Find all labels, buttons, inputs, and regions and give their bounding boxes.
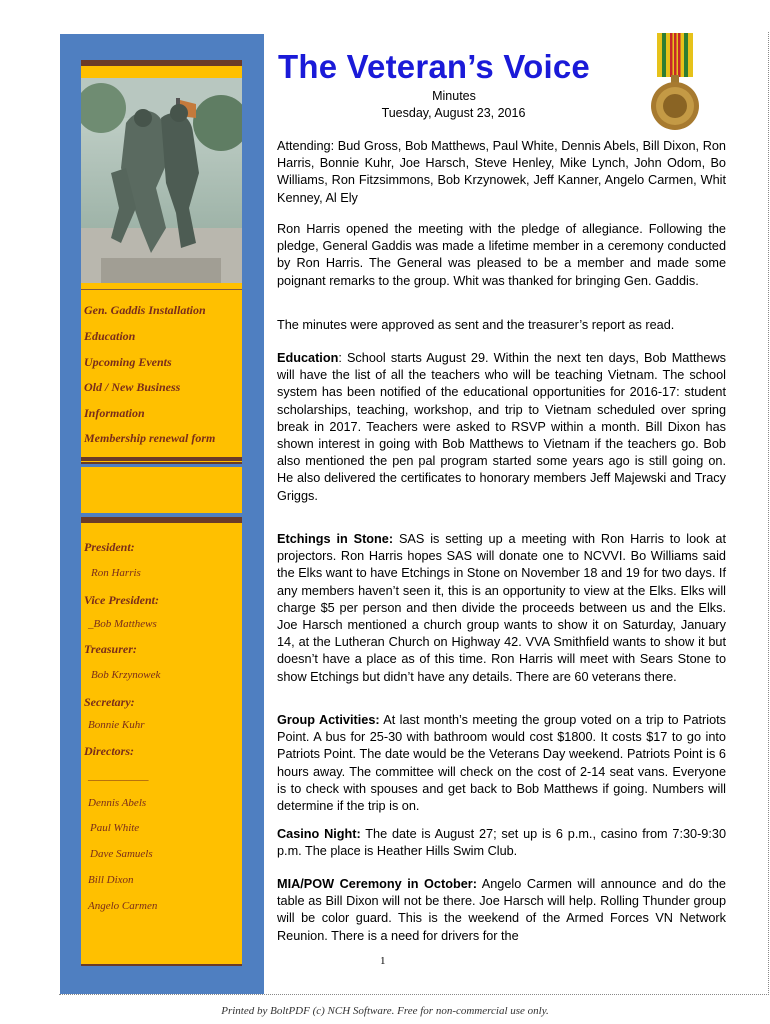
sidebar-top-rule — [81, 60, 242, 66]
sidebar-nav-rule — [81, 457, 242, 461]
nav-item-gaddis[interactable]: Gen. Gaddis Installation — [84, 303, 206, 317]
print-footer: Printed by BoltPDF (c) NCH Software. Free for non-commercial use only. — [221, 1005, 549, 1017]
attending-paragraph: Attending: Bud Gross, Bob Matthews, Paul White, Dennis Abels, Bill Dixon, Ron Harris, Bonnie Kuhr, Joe Harsch, Steve Henley, Mike Lynch, John Odom, Bo Williams, Ron Fitzsimmons, Bob Krzynowek, Jeff Kanner, Angelo Carmen, Whit Kenney, Al Ely — [277, 139, 726, 205]
memorial-statue-photo — [81, 78, 242, 283]
mia-pow-heading: MIA/POW Ceremony in October: — [277, 877, 477, 891]
directors-label: Directors: — [84, 744, 134, 758]
director-name: Dave Samuels — [90, 848, 153, 860]
director-name: Paul White — [90, 822, 140, 834]
sidebar-nav-top-line — [81, 289, 242, 290]
education-text: : School starts August 29. Within the next ten days, Bob Matthews will have the list of all the teachers who will be teaching Vietnam. The school system has been notified of the educational opportunities for 2016-17: student scholarships, teaching, workshop, and trip to Vietnam scheduled over spring break in 2017. Teachers were asked to RSVP within a month. Bill Dixon has shown interest in going with Bob Matthews to Vietnam if the teachers go. Bob also mentioned the pen pal program started some years ago is still going on. He also delivered the certificates to honorary members Jeff Majewski and Tracy Griggs. — [277, 351, 726, 503]
sidebar-officers-rule — [81, 517, 242, 523]
casino-text: The date is August 27; set up is 6 p.m., casino from 7:30-9:30 p.m. The place is Heather Hills Swim Club. — [277, 827, 726, 859]
nav-item-information[interactable]: Information — [84, 406, 145, 420]
etchings-heading: Etchings in Stone: — [277, 532, 394, 546]
sidebar-panel-mid — [81, 467, 242, 513]
sidebar-bottom-rule — [81, 964, 242, 966]
etchings-paragraph — [277, 531, 726, 686]
directors-rule: ___________ — [88, 770, 149, 782]
opening-paragraph: Ron Harris opened the meeting with the pledge of allegiance. Following the pledge, General Gaddis was made a lifetime member in a ceremony conducted by Ron Harris. The General was pleased to be a member and made some poignant remarks to the group. Whit was thanked for bringing Gen. Gaddis. — [277, 222, 726, 288]
newsletter-title: The Veteran’s Voice — [278, 48, 590, 85]
nav-item-business[interactable]: Old / New Business — [84, 380, 181, 394]
secretary-label: Secretary: — [84, 695, 135, 709]
vice-president-name: _Bob Matthews — [88, 618, 157, 630]
minutes-paragraph: The minutes were approved as sent and the treasurer’s report as read. — [277, 318, 675, 332]
masthead-subtitle: Minutes — [432, 89, 476, 103]
nav-item-events[interactable]: Upcoming Events — [84, 355, 172, 369]
director-name: Angelo Carmen — [88, 900, 158, 912]
sidebar-divider — [81, 462, 242, 464]
president-name: Ron Harris — [91, 567, 141, 579]
president-label: President: — [84, 540, 135, 554]
group-activities-heading: Group Activities: — [277, 713, 380, 727]
secretary-name: Bonnie Kuhr — [88, 719, 145, 731]
director-name: Bill Dixon — [88, 874, 134, 886]
nav-item-membership[interactable]: Membership renewal form — [84, 431, 216, 445]
service-medal-icon — [640, 33, 710, 133]
mia-pow-text: Angelo Carmen will announce and do the table as Bill Dixon will not be there. Joe Harsch will help. Rolling Thunder group will be color guard. This is the weekend of the Armed Forces VN Network Reunion. There is a need for drivers for the — [277, 877, 726, 943]
casino-paragraph — [277, 826, 726, 860]
meeting-date: Tuesday, August 23, 2016 — [381, 106, 526, 120]
education-heading: Education — [277, 351, 339, 365]
treasurer-name: Bob Krzynowek — [91, 669, 161, 681]
group-activities-text: At last month’s meeting the group voted on a trip to Patriots Point. A bus for 25-30 with bathroom would cost $1800. It costs $17 to go into Patriots Point. The date would be the Veterans Day weekend. Patriots Point is 6 hours away. The committee will check on the cost of 2-14 seat vans. Everyone is to check with spouses and get back to Bob Matthews if going. Numbers will determine if the trip is on. — [277, 713, 726, 814]
etchings-text: SAS is setting up a meeting with Ron Harris to look at projectors. Ron Harris hopes SAS will donate one to NCVVI. Bo Williams said the Elks want to have Etchings in Stone on November 18 and 19 for two days. If any members haven’t seen it, this is an opportunity to view at the Elks. Elks will charge $5 per person and then divide the proceeds between us and the Elks. Joe Harsch mentioned a church group wants to show it on Saturday, January 14, at the Lutheran Church on Highway 42. VVA Smithfield wants to show it but doesn’t have a place as of this time. Ron Harris will meet with Sears Stone to show Etchings but didn’t have any details. There are 60 veterans there. — [277, 532, 726, 684]
vice-president-label: Vice President: — [84, 593, 159, 607]
page-number: 1 — [380, 955, 386, 967]
director-name: Dennis Abels — [88, 797, 147, 809]
group-activities-paragraph — [277, 712, 726, 815]
education-paragraph — [277, 350, 726, 505]
casino-heading: Casino Night: — [277, 827, 361, 841]
nav-item-education[interactable]: Education — [84, 329, 136, 343]
mia-pow-paragraph — [277, 876, 726, 945]
treasurer-label: Treasurer: — [84, 642, 137, 656]
